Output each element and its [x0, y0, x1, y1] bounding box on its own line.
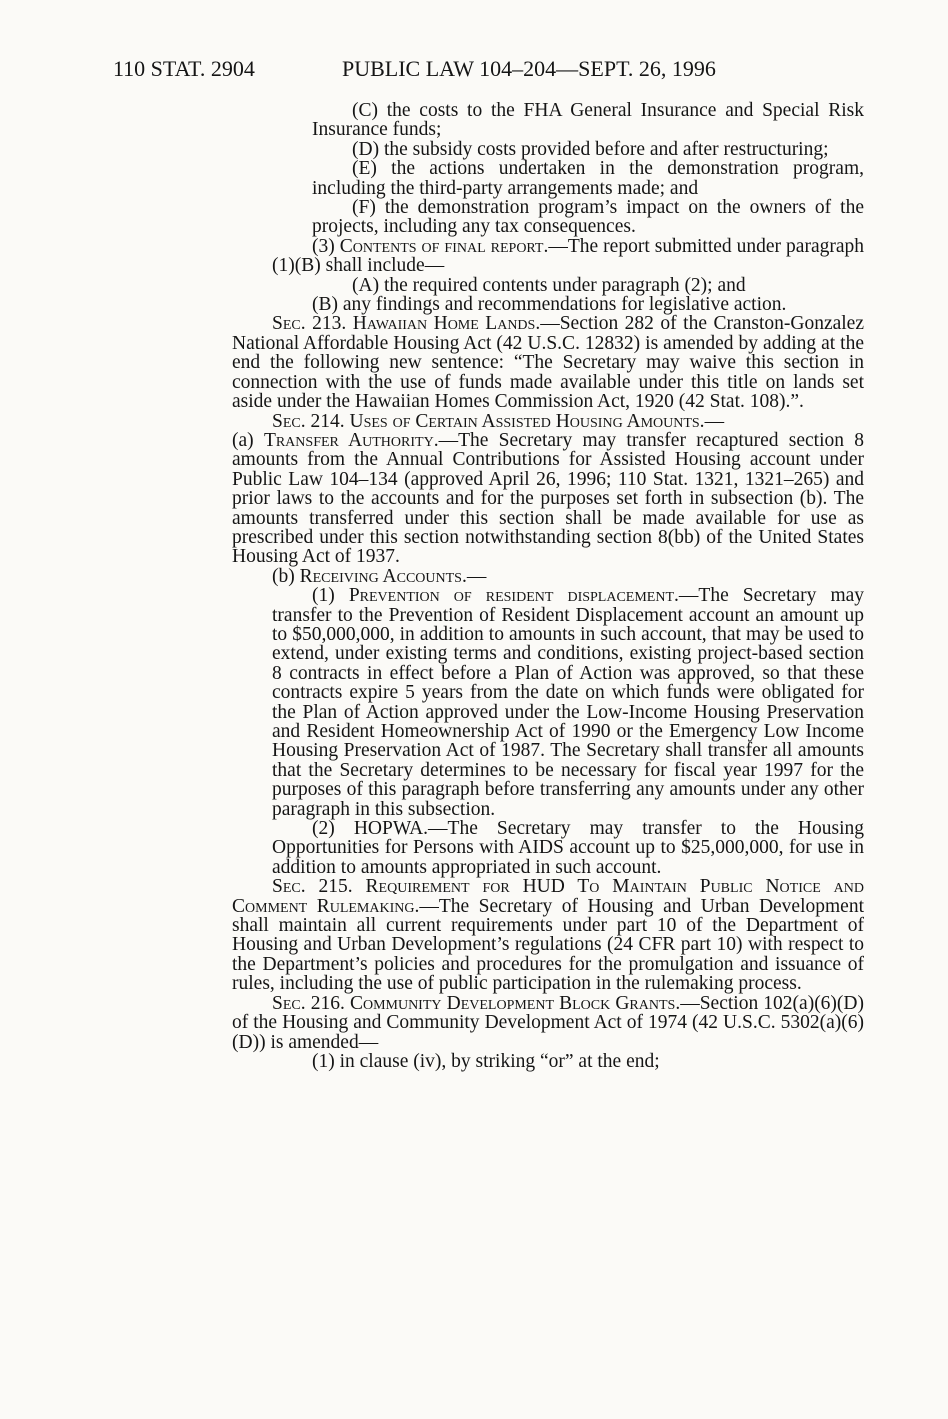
paragraph-c: (C) the costs to the FHA General Insurance and Special Risk Insurance funds; — [312, 100, 864, 141]
paragraph-3b: (B) any findings and recommendations for legislative action. — [312, 294, 787, 316]
paragraph-heading: Contents of final report. — [339, 235, 549, 257]
section-213: Sec. 213. Hawaiian Home Lands.—Section 282 of the Cranston-Gonzalez National Affordable Housing Act (42 U.S.C. 12832) is amended by adding at the end the following new sentence: “The Secretary may waive this section in connection with the use of funds made available under this title on lands set aside under the Hawaiian Homes Commission Act, 1920 (42 Stat. 108).”. — [232, 313, 864, 413]
paragraph-heading: HOPWA. — [353, 818, 429, 840]
public-law-date: PUBLIC LAW 104–204—SEPT. 26, 1996 — [342, 56, 716, 81]
section-heading: Requirement for HUD To Maintain Public Notice and Comment Rulemaking. — [232, 876, 864, 917]
paragraph-b1-prevention: (1) Prevention of resident displacement.—The Secretary may transfer to the Prevention of Resident Displacement account an amount up to $50,000,000, in addition to amounts in such account, that may be used to extend, under existing terms and conditions, existing project-based section 8 contracts in effect before a Plan of Action was approved, so that these contracts expire 5 years from the date on which funds were obligated for the Plan of Action approved under the Low-Income Housing Preservation and Resident Homeownership Act of 1990 or the Emergency Low Income Housing Preservation Act of 1987. The Secretary shall transfer all amounts that the Secretary determines to be necessary for fiscal year 1997 for the purposes of this paragraph before transferring any amounts under any other paragraph in this subsection. — [272, 585, 865, 820]
subsection-a-transfer-authority: (a) Transfer Authority.—The Secretary may transfer recaptured section 8 amounts from the Annual Contributions for Assisted Housing account under Public Law 104–134 (approved April 26, 1996; 110 Stat. 1321, 1321–265) and prior laws to the accounts and for the purposes set forth in subsection (b). The amounts transferred under this section shall be made available for use as prescribed under this section notwithstanding section 8(bb) of the United States Housing Act of 1937. — [232, 429, 865, 568]
section-heading: Community Development Block Grants. — [349, 992, 681, 1014]
section-216: Sec. 216. Community Development Block Grants.—Section 102(a)(6)(D) of the Housing and Community Development Act of 1974 (42 U.S.C. 5302(a)(6)(D)) is amended— — [232, 992, 864, 1053]
paragraph-216-1: (1) in clause (iv), by striking “or” at the end; — [312, 1050, 660, 1072]
paragraph-3-contents-final-report: (3) Contents of final report.—The report submitted under paragraph (1)(B) shall include— — [272, 235, 864, 277]
paragraph-d: (D) the subsidy costs provided before and after restructuring; — [352, 138, 829, 160]
paragraph-f: (F) the demonstration program’s impact on the owners of the projects, including any tax consequences. — [312, 197, 864, 238]
subsection-heading: Transfer Authority. — [263, 429, 439, 451]
section-heading: Uses of Certain Assisted Housing Amounts. — [349, 410, 705, 432]
section-215: Sec. 215. Requirement for HUD To Maintain Public Notice and Comment Rulemaking.—The Secretary of Housing and Urban Development shall maintain all current requirements under part 10 of the Department of Housing and Urban Development’s regulations (24 CFR part 10) with respect to the Department’s policies and procedures for the promulgation and issuance of rules, including the use of public participation in the rulemaking process. — [232, 876, 864, 995]
paragraph-e: (E) the actions undertaken in the demonstration program, including the third-party arrangements made; and — [312, 158, 864, 199]
subsection-heading: Receiving Accounts. — [299, 565, 467, 587]
page-header — [0, 56, 948, 86]
paragraph-heading: Prevention of resident displacement. — [348, 585, 679, 607]
section-214: Sec. 214. Uses of Certain Assisted Housing Amounts.— — [272, 410, 725, 432]
section-heading: Hawaiian Home Lands. — [352, 313, 541, 335]
subsection-b-receiving-accounts: (b) Receiving Accounts.— — [272, 565, 487, 587]
paragraph-b2-hopwa: (2) HOPWA.—The Secretary may transfer to the Housing Opportunities for Persons with AIDS account up to $25,000,000, for use in addition to amounts appropriated in such account. — [272, 818, 865, 878]
paragraph-3a: (A) the required contents under paragraph (2); and — [352, 274, 746, 296]
statute-citation: 110 STAT. 2904 — [113, 56, 255, 81]
document-body — [232, 101, 864, 1071]
